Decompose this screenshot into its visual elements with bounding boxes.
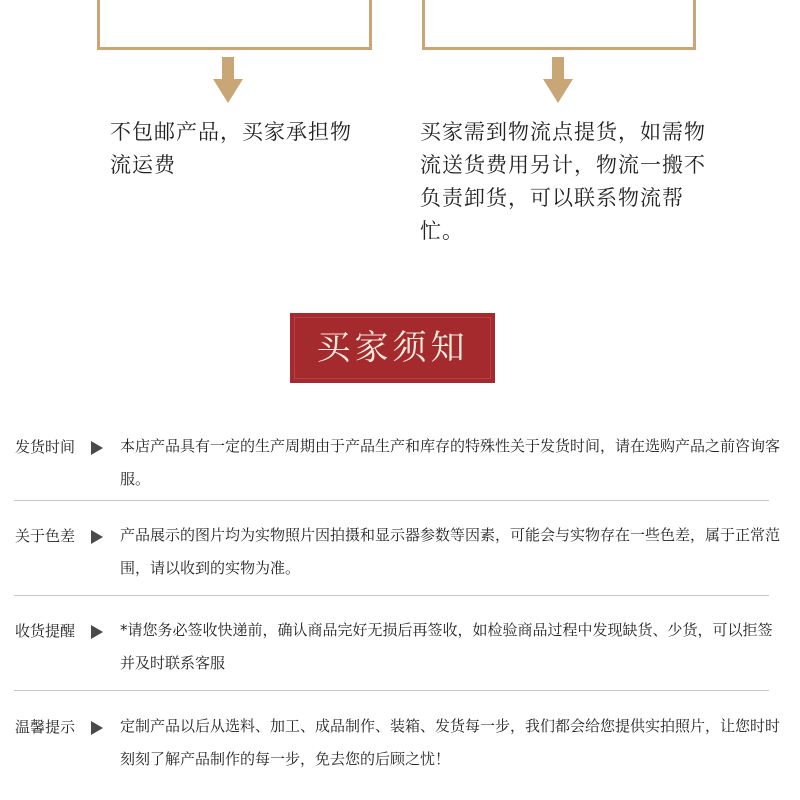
notice-label: 关于色差	[15, 527, 76, 545]
down-arrow-icon	[543, 57, 573, 105]
play-arrow-icon	[91, 625, 103, 639]
notice-label: 发货时间	[15, 438, 76, 456]
shipping-option-description-left: 不包邮产品，买家承担物流运费	[110, 120, 352, 177]
divider	[14, 690, 769, 691]
notice-text: 产品展示的图片均为实物照片因拍摄和显示器参数等因素，可能会与实物存在一些色差，属于正常范围，请以收到的实物为准。	[120, 526, 781, 577]
notice-text: *请您务必签收快递前，确认商品完好无损后再签收，如检验商品过程中发现缺货、少货，可以拒签并及时联系客服	[120, 621, 773, 672]
play-arrow-icon	[91, 441, 103, 455]
notice-text: 定制产品以后从选料、加工、成品制作、装箱、发货每一步，我们都会给您提供实拍照片，让您时时刻刻了解产品制作的每一步，免去您的后顾之忧！	[120, 717, 781, 768]
shipping-option-box-right	[422, 0, 696, 50]
divider	[14, 595, 769, 596]
play-arrow-icon	[91, 721, 103, 735]
notice-label: 收货提醒	[15, 622, 76, 640]
play-arrow-icon	[91, 530, 103, 544]
section-title: 买家须知	[290, 313, 495, 383]
shipping-option-box-left	[97, 0, 372, 50]
notice-label: 温馨提示	[15, 718, 76, 736]
down-arrow-icon	[213, 57, 243, 105]
shipping-option-description-right: 买家需到物流点提货，如需物流送货费用另计，物流一搬不负责卸货，可以联系物流帮忙。	[420, 120, 706, 243]
notice-text: 本店产品具有一定的生产周期由于产品生产和库存的特殊性关于发货时间，请在选购产品之前咨询客服。	[120, 437, 781, 488]
divider	[14, 500, 769, 501]
